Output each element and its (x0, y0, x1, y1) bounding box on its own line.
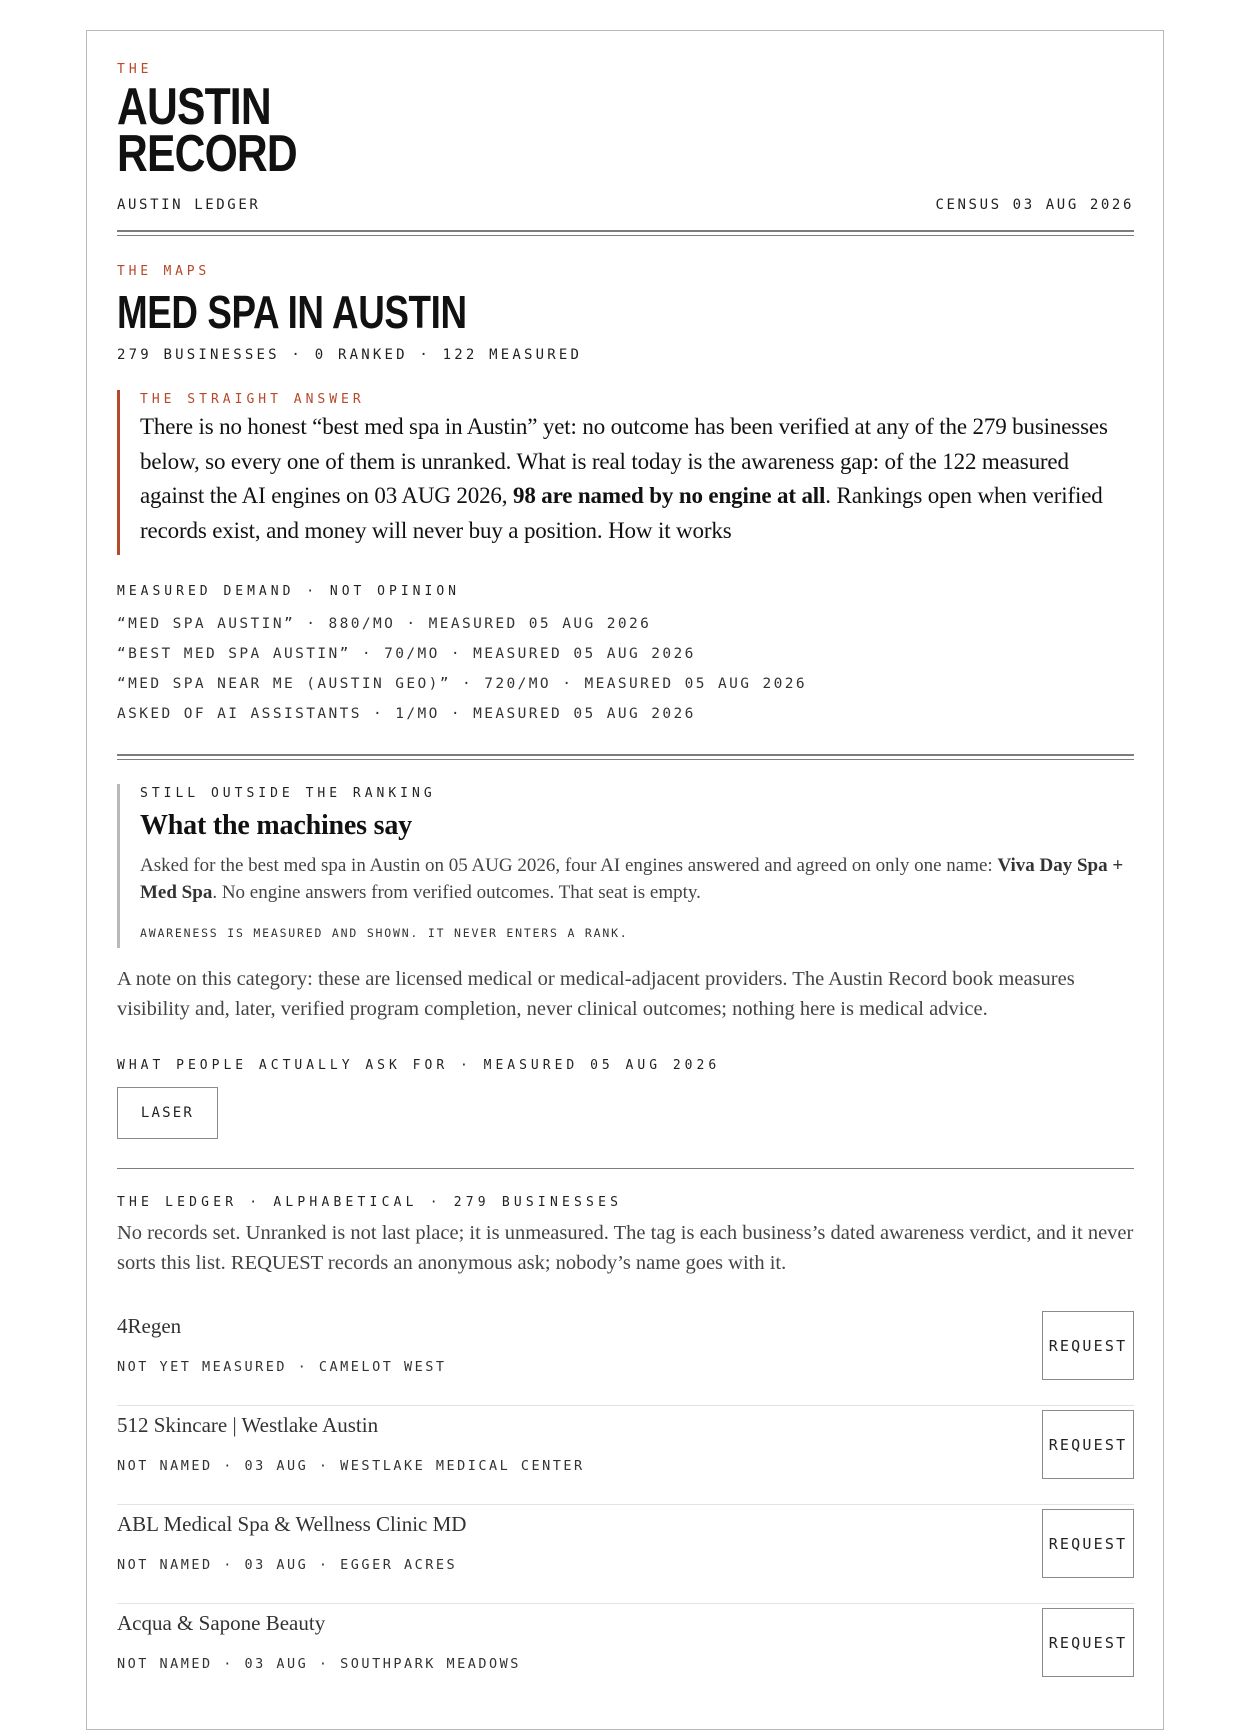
machines-body-part1: Asked for the best med spa in Austin on 05 AUG 2026, four AI engines answered and agreed on only one name: (140, 855, 998, 876)
business-meta: NOT YET MEASURED · CAMELOT WEST (117, 1359, 447, 1375)
masthead-title-line1: AUSTIN (117, 78, 271, 136)
demand-kicker: MEASURED DEMAND · NOT OPINION (117, 584, 460, 599)
machines-body (140, 852, 1134, 906)
edition-label: AUSTIN LEDGER (117, 197, 261, 213)
straight-answer-text (140, 410, 1134, 548)
straight-answer-text-part1: There is no honest “best med spa in Austin” yet: no outcome has been verified at any of the 279 businesses below, so every one of them is unranked. What is real today is the awareness gap: of the 122 measured against the AI engines on 03 AUG 2026, (140, 414, 1108, 508)
straight-answer-highlight: 98 are named by no engine at all (512, 483, 826, 508)
machines-named-business: Viva Day Spa + Med Spa (140, 855, 1124, 903)
demand-item: ASKED OF AI ASSISTANTS · 1/MO · MEASURED 05 AUG 2026 (117, 706, 696, 722)
business-meta: NOT NAMED · 03 AUG · EGGER ACRES (117, 1557, 458, 1573)
measured-demand (117, 584, 1134, 729)
masthead-the: THE (117, 62, 153, 77)
ledger-row (117, 1505, 1134, 1604)
ledger-list (117, 1307, 1134, 1702)
census-date: CENSUS 03 AUG 2026 (935, 197, 1134, 213)
business-meta: NOT NAMED · 03 AUG · SOUTHPARK MEADOWS (117, 1656, 521, 1672)
request-button[interactable]: REQUEST (1042, 1608, 1134, 1677)
how-it-works-link[interactable]: How it works (608, 517, 732, 543)
business-name[interactable]: 4Regen (117, 1314, 182, 1338)
masthead-title-line2: RECORD (117, 125, 297, 183)
business-name[interactable]: Acqua & Sapone Beauty (117, 1611, 326, 1635)
machines-body-part2: . No engine answers from verified outcomes. That seat is empty. (212, 882, 701, 903)
section-divider (117, 754, 1134, 760)
straight-answer-block (117, 390, 1134, 555)
topic-chip-laser[interactable]: LASER (117, 1087, 218, 1139)
machines-kicker: STILL OUTSIDE THE RANKING (140, 786, 436, 801)
straight-answer-text-part2: . Rankings open when verified records exist, and money will never buy a position. (140, 483, 1103, 543)
business-name[interactable]: ABL Medical Spa & Wellness Clinic MD (117, 1512, 467, 1536)
demand-list (117, 609, 1134, 729)
ledger-row (117, 1307, 1134, 1406)
masthead-title[interactable] (117, 78, 951, 183)
machines-block (117, 784, 1134, 948)
machines-note: AWARENESS IS MEASURED AND SHOWN. IT NEVER ENTERS A RANK. (140, 926, 629, 940)
demand-item: “MED SPA AUSTIN” · 880/MO · MEASURED 05 AUG 2026 (117, 616, 652, 632)
ledger-row (117, 1604, 1134, 1702)
ledger-intro: No records set. Unranked is not last place; it is unmeasured. The tag is each business’s dated awareness verdict, and it never sorts this list. REQUEST records an anonymous ask; nobody’s name goes with it. (117, 1222, 1134, 1274)
section-kicker: THE MAPS (117, 264, 211, 279)
request-button[interactable]: REQUEST (1042, 1410, 1134, 1479)
section-stats: 279 BUSINESSES · 0 RANKED · 122 MEASURED (117, 347, 583, 363)
straight-answer-kicker: THE STRAIGHT ANSWER (140, 392, 365, 407)
asks-kicker: WHAT PEOPLE ACTUALLY ASK FOR · MEASURED 05 AUG 2026 (117, 1058, 721, 1073)
business-meta: NOT NAMED · 03 AUG · WESTLAKE MEDICAL CENTER (117, 1458, 585, 1474)
ledger-kicker: THE LEDGER · ALPHABETICAL · 279 BUSINESSES (117, 1195, 623, 1210)
category-note: A note on this category: these are licensed medical or medical-adjacent providers. The Austin Record book measures visibility and, later, verified program completion, never clinical outcomes; nothing here is medical advice. (117, 968, 1075, 1020)
ledger-row (117, 1406, 1134, 1505)
demand-item: “MED SPA NEAR ME (AUSTIN GEO)” · 720/MO · MEASURED 05 AUG 2026 (117, 676, 808, 692)
demand-item: “BEST MED SPA AUSTIN” · 70/MO · MEASURED 05 AUG 2026 (117, 646, 696, 662)
masthead-row (117, 197, 1134, 213)
page-title: MED SPA IN AUSTIN (117, 286, 467, 338)
masthead-divider (117, 230, 1134, 236)
request-button[interactable]: REQUEST (1042, 1311, 1134, 1380)
business-name[interactable]: 512 Skincare | Westlake Austin (117, 1413, 379, 1437)
machines-title: What the machines say (140, 810, 412, 841)
ledger-divider (117, 1168, 1134, 1169)
request-button[interactable]: REQUEST (1042, 1509, 1134, 1578)
